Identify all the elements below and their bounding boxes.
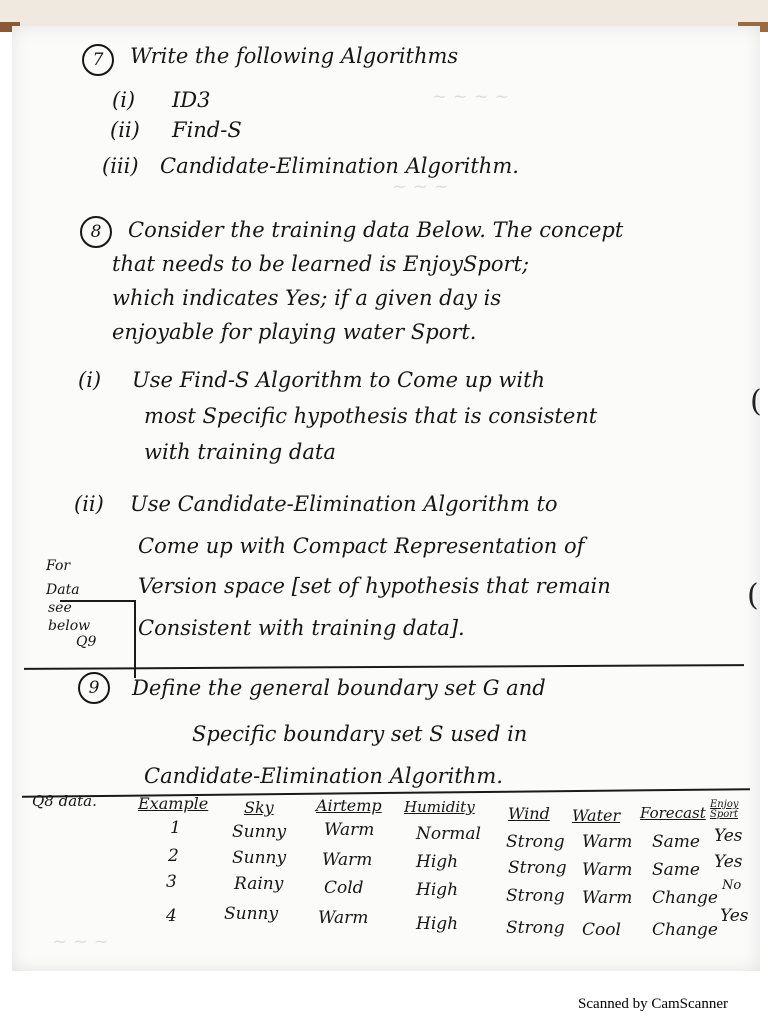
q8-line: enjoyable for playing water Sport. [112,320,477,344]
table-cell: Change [652,888,718,908]
table-cell: Same [652,860,700,880]
q8-part-ii-line: Use Candidate-Elimination Algorithm to [130,492,558,516]
side-note-line: below [48,618,91,634]
question-number-7: 7 [82,44,114,76]
column-header: Humidity [404,798,475,816]
bleed-through-text: ~ ~ ~ ~ [432,86,510,107]
table-cell: Cool [582,920,621,940]
table-cell: Cold [324,878,364,898]
q7-item-text: ID3 [172,88,211,112]
q8-part-i-marker: (i) [78,368,102,392]
table-cell: Change [652,920,718,940]
column-header: Water [572,806,621,825]
table-cell: 3 [166,872,177,892]
margin-mark: ( [747,578,759,613]
table-cell: Strong [506,832,565,852]
scan-background-top [0,0,768,28]
table-cell: Sunny [232,848,287,868]
table-cell: Strong [506,918,565,938]
column-header: Airtemp [316,796,382,815]
table-cell: Strong [508,858,567,878]
column-header: Forecast [640,804,706,822]
table-cell: Warm [324,820,375,840]
bleed-through-text: ~ ~ ~ [392,176,449,197]
table-cell: High [416,880,459,900]
q8-part-ii-marker: (ii) [74,492,104,516]
q8-part-i-line: Use Find-S Algorithm to Come up with [132,368,546,392]
table-cell: 4 [166,906,177,926]
table-cell: Same [652,832,700,852]
notebook-page [12,26,760,971]
side-note-line: For [46,558,71,574]
table-cell: Warm [318,908,369,928]
column-header: Example [138,794,209,813]
q8-part-ii-line: Come up with Compact Representation of [138,534,585,558]
table-cell: No [722,878,742,893]
q8-part-i-line: with training data [144,440,336,464]
question-number-8: 8 [80,216,112,248]
q8-part-i-line: most Specific hypothesis that is consistent [144,404,598,428]
q7-item-text: Find-S [172,118,242,142]
table-cell: Rainy [234,874,284,894]
q9-line: Candidate-Elimination Algorithm. [144,764,503,788]
side-note-line: Data [46,582,80,598]
table-cell: Normal [416,824,481,844]
table-cell: High [416,852,459,872]
table-cell: High [416,914,459,934]
scanner-watermark: Scanned by CamScanner [578,996,728,1012]
question-number-9: 9 [78,672,110,704]
table-cell: 2 [168,846,179,866]
table-cell: Sunny [224,904,279,924]
q7-item-marker: (i) [112,88,136,112]
q8-line: Consider the training data Below. The concept [128,218,624,242]
side-note-line: Q9 [76,634,97,650]
column-header: Enjoy Sport [710,799,739,820]
side-note-line: see [48,600,72,616]
section-divider [24,664,744,670]
column-header: Wind [508,804,550,823]
q8-part-ii-line: Consistent with training data]. [138,616,465,640]
table-cell: Warm [582,860,633,880]
q9-line: Specific boundary set S used in [192,722,528,746]
table-cell: Yes [714,826,743,846]
q9-line: Define the general boundary set G and [132,676,546,700]
table-cell: Yes [720,906,749,926]
q7-item-text: Candidate-Elimination Algorithm. [160,154,519,178]
q7-prompt: Write the following Algorithms [130,44,459,68]
q8-part-ii-line: Version space [set of hypothesis that remain [138,574,611,598]
q8-line: that needs to be learned is EnjoySport; [112,252,530,276]
table-divider [22,788,750,798]
q7-item-marker: (iii) [102,154,139,178]
table-cell: Yes [714,852,743,872]
q8-line: which indicates Yes; if a given day is [112,286,502,310]
table-cell: Warm [582,888,633,908]
q7-item-marker: (ii) [110,118,140,142]
bleed-through-text: ~ ~ ~ [52,931,109,952]
table-cell: Warm [582,832,633,852]
table-cell: Strong [506,886,565,906]
table-cell: Sunny [232,822,287,842]
margin-mark: ( [750,384,762,419]
table-label: Q8 data. [32,792,97,810]
table-cell: Warm [322,850,373,870]
table-cell: 1 [170,818,181,838]
column-header: Sky [244,798,274,817]
